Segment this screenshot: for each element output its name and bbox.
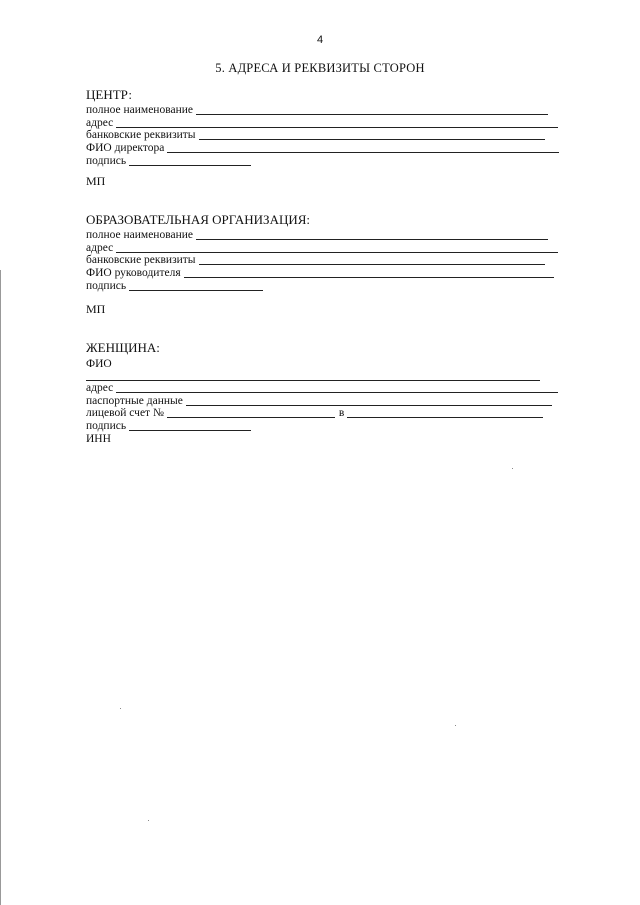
- scan-speck: [512, 468, 513, 469]
- center-director-field[interactable]: [167, 142, 559, 153]
- org-full-name-field[interactable]: [196, 229, 548, 240]
- center-title: ЦЕНТР:: [86, 87, 132, 102]
- center-director-row: [86, 141, 559, 154]
- scan-speck: [455, 725, 456, 726]
- org-bank-field[interactable]: [199, 254, 545, 265]
- woman-address-label: адрес: [86, 381, 114, 394]
- woman-fio-label: ФИО: [86, 358, 112, 370]
- org-head-row: [86, 266, 558, 279]
- org-signature-row: [86, 279, 558, 292]
- org-address-row: [86, 241, 558, 254]
- woman-account-label: лицевой счет №: [86, 407, 164, 420]
- woman-signature-label: подпись: [86, 420, 127, 433]
- center-full-name-field[interactable]: [196, 104, 548, 115]
- org-full-name-row: [86, 228, 558, 241]
- org-signature-label: подпись: [86, 279, 127, 292]
- org-bank-label: банковские реквизиты: [86, 254, 196, 267]
- woman-address-field[interactable]: [116, 382, 558, 393]
- org-stamp-label: МП: [86, 302, 106, 316]
- center-block: [86, 87, 559, 167]
- scan-speck: [120, 708, 121, 709]
- org-signature-field[interactable]: [129, 280, 263, 291]
- center-full-name-row: [86, 103, 559, 116]
- woman-signature-field[interactable]: [129, 420, 251, 431]
- woman-account-in-label: в: [338, 407, 345, 420]
- woman-inn-label: ИНН: [86, 432, 111, 445]
- org-head-field[interactable]: [184, 267, 554, 278]
- center-bank-label: банковские реквизиты: [86, 129, 196, 142]
- org-address-field[interactable]: [116, 242, 558, 253]
- center-signature-field[interactable]: [129, 155, 251, 166]
- woman-inn-row: [86, 432, 558, 445]
- woman-account-field[interactable]: [167, 407, 335, 418]
- woman-passport-label: паспортные данные: [86, 394, 183, 407]
- section-title: 5. АДРЕСА И РЕКВИЗИТЫ СТОРОН: [215, 61, 425, 75]
- org-bank-row: [86, 254, 558, 267]
- woman-passport-row: [86, 394, 558, 407]
- woman-address-row: [86, 381, 558, 394]
- center-full-name-label: полное наименование: [86, 103, 194, 116]
- org-full-name-label: полное наименование: [86, 228, 194, 241]
- woman-bank-field[interactable]: [347, 407, 543, 418]
- scan-speck: [148, 820, 149, 821]
- woman-account-row: [86, 407, 558, 420]
- org-address-label: адрес: [86, 241, 114, 254]
- woman-fio-row: [86, 356, 160, 370]
- woman-block: [86, 340, 160, 370]
- center-director-label: ФИО директора: [86, 142, 165, 155]
- scan-edge: [0, 270, 1, 905]
- education-org-title: ОБРАЗОВАТЕЛЬНАЯ ОРГАНИЗАЦИЯ:: [86, 212, 311, 227]
- center-signature-row: [86, 154, 559, 167]
- center-bank-row: [86, 129, 559, 142]
- center-stamp-label: МП: [86, 174, 106, 188]
- center-address-row: [86, 116, 559, 129]
- center-bank-field[interactable]: [199, 129, 545, 140]
- org-head-label: ФИО руководителя: [86, 267, 181, 280]
- woman-passport-field[interactable]: [186, 395, 552, 406]
- education-org-block: [86, 212, 558, 292]
- center-signature-label: подпись: [86, 154, 127, 167]
- center-address-label: адрес: [86, 116, 114, 129]
- woman-signature-row: [86, 419, 558, 432]
- center-address-field[interactable]: [116, 117, 558, 128]
- woman-title: ЖЕНЩИНА:: [86, 340, 160, 355]
- woman-details-block: [86, 381, 558, 445]
- page-number: 4: [316, 34, 324, 46]
